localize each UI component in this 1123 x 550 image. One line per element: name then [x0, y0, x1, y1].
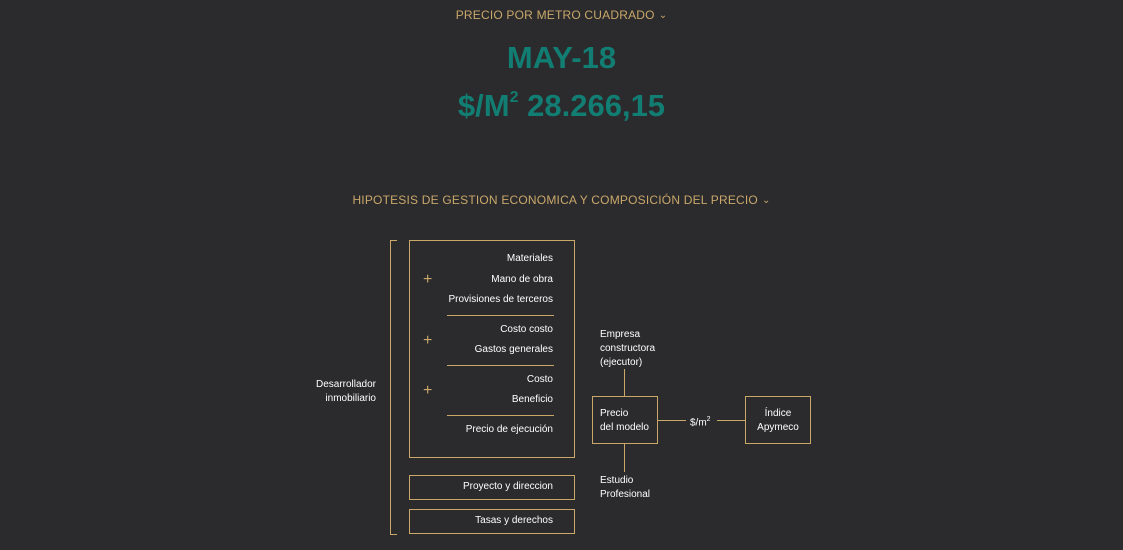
- price-per-m2-header[interactable]: [0, 8, 1123, 22]
- connector-top: [624, 369, 625, 396]
- tasas-label: Tasas y derechos: [475, 515, 553, 526]
- plus-icon: +: [423, 382, 433, 399]
- item-costo-costo: Costo costo: [500, 324, 553, 335]
- developer-label: Desarrollador inmobiliario: [315, 379, 376, 404]
- proyecto-label: Proyecto y direccion: [462, 481, 553, 492]
- price-value: [0, 88, 1123, 124]
- price-unit-superscript: 2: [509, 89, 519, 106]
- bracket-bottom: [390, 534, 397, 535]
- item-precio-ejecucion: Precio de ejecución: [465, 424, 553, 435]
- plus-icon: +: [423, 332, 433, 349]
- chevron-down-icon: ⌄: [658, 10, 668, 21]
- indice-label: Índice Apymeco: [757, 408, 799, 433]
- bracket-vertical: [390, 240, 391, 535]
- separator: [447, 365, 554, 366]
- price-per-m2-label: PRECIO POR METRO CUADRADO: [455, 8, 655, 22]
- separator: [447, 415, 554, 416]
- item-provisiones: Provisiones de terceros: [448, 294, 553, 305]
- connector-bottom: [624, 444, 625, 472]
- hypothesis-header[interactable]: [0, 193, 1123, 207]
- unit-label: $\$/m^2$: [690, 416, 711, 429]
- item-gastos-generales: Gastos generales: [474, 344, 553, 355]
- price-unit: $/M: [457, 88, 510, 123]
- item-beneficio: Beneficio: [511, 394, 553, 405]
- precio-modelo-label: Precio del modelo: [600, 408, 649, 433]
- bracket-top: [390, 240, 397, 241]
- item-costo: Costo: [526, 374, 553, 385]
- connector-right: [717, 420, 745, 421]
- estudio-label: Estudio Profesional: [600, 475, 651, 500]
- empresa-label: Empresa constructora (ejecutor): [600, 329, 656, 368]
- item-materiales: Materiales: [506, 253, 553, 264]
- price-number: 28.266,15: [527, 88, 666, 123]
- separator: [447, 315, 554, 316]
- hypothesis-label: HIPOTESIS DE GESTION ECONOMICA Y COMPOSICIÓN DEL PRECIO: [352, 193, 758, 207]
- item-mano-de-obra: Mano de obra: [491, 274, 553, 285]
- connector-left: [658, 420, 686, 421]
- plus-icon: +: [423, 271, 433, 288]
- chevron-down-icon: ⌄: [761, 195, 771, 206]
- period-label: MAY-18: [506, 40, 617, 75]
